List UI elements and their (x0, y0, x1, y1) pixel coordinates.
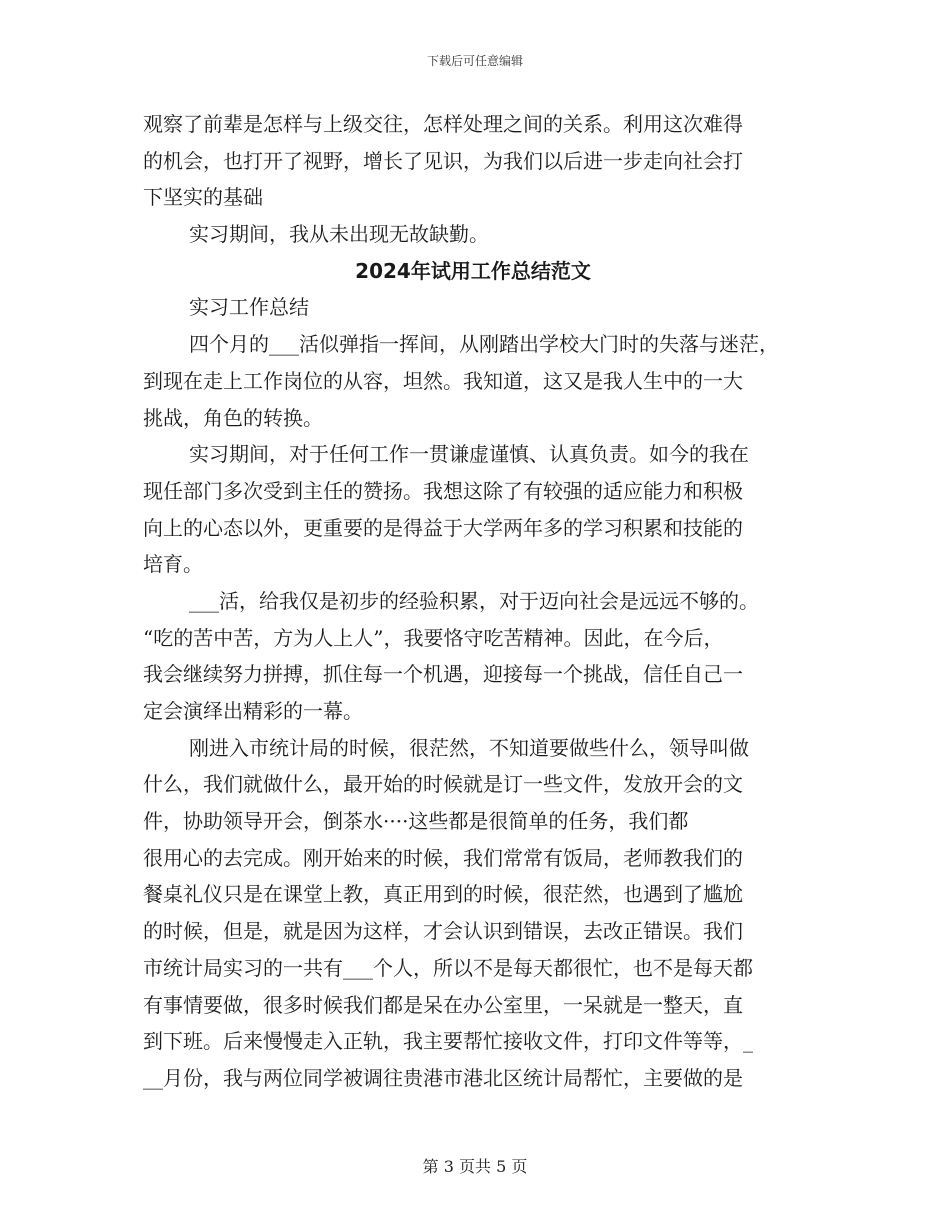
body-line: 我会继续努力拼搏，抓住每一个机遇，迎接每一个挑战，信任自己一 (143, 662, 743, 687)
body-line: 挑战，角色的转换。 (143, 405, 323, 430)
body-line: 向上的心态以外，更重要的是得益于大学两年多的学习积累和技能的 (143, 515, 743, 540)
body-line: “吃的苦中苦，方为人上人”，我要恪守吃苦精神。因此，在今后， (143, 625, 724, 650)
body-line: 刚进入市统计局的时候，很茫然，不知道要做些什么，领导叫做 (189, 735, 749, 760)
body-line: 到下班。后来慢慢走入正轨，我主要帮忙接收文件，打印文件等等，_ (143, 1029, 753, 1054)
body-line: 什么，我们就做什么，最开始的时候就是订一些文件，发放开会的文 (143, 772, 743, 797)
section-heading: 实习工作总结 (189, 295, 309, 320)
body-line: 的时候，但是，就是因为这样，才会认识到错误，去改正错误。我们 (143, 919, 743, 944)
document-body (143, 106, 803, 1097)
page-footer: 第 3 页共 5 页 (422, 1157, 528, 1176)
body-line: 很用心的去完成。刚开始来的时候，我们常常有饭局，老师教我们的 (143, 845, 743, 870)
body-line: 到现在走上工作岗位的从容，坦然。我知道，这又是我人生中的一大 (143, 368, 743, 393)
body-line: __月份，我与两位同学被调往贵港市港北区统计局帮忙，主要做的是 (143, 1065, 743, 1090)
body-line: 定会演绎出精彩的一幕。 (143, 699, 363, 723)
body-line: 现任部门多次受到主任的赞扬。我想这除了有较强的适应能力和积极 (143, 478, 743, 503)
body-line: 下坚实的基础 (143, 185, 263, 210)
body-line: 件，协助领导开会，倒茶水····这些都是很简单的任务，我们都 (143, 809, 689, 834)
body-line: ___活，给我仅是初步的经验积累，对于迈向社会是远远不够的。 (189, 588, 759, 613)
body-line: 四个月的___活似弹指一挥间，从刚踏出学校大门时的失落与迷茫， (189, 332, 779, 357)
body-line: 的机会，也打开了视野，增长了见识，为我们以后进一步走向社会打 (143, 148, 743, 173)
body-line: 市统计局实习的一共有___个人，所以不是每天都很忙，也不是每天都 (143, 955, 753, 980)
body-line: 观察了前辈是怎样与上级交往，怎样处理之间的关系。利用这次难得 (143, 112, 743, 136)
body-line: 实习期间，我从未出现无故缺勤。 (189, 222, 489, 247)
body-line: 培育。 (143, 552, 203, 577)
document-title: 2024年试用工作总结范文 (355, 258, 591, 283)
body-line: 实习期间，对于任何工作一贯谦虚谨慎、认真负责。如今的我在 (189, 442, 749, 467)
body-line: 有事情要做，很多时候我们都是呆在办公室里，一呆就是一整天，直 (143, 992, 743, 1017)
body-line: 餐桌礼仪只是在课堂上教，真正用到的时候，很茫然，也遇到了尴尬 (143, 882, 743, 907)
page-header: 下载后可任意编辑 (426, 54, 523, 68)
